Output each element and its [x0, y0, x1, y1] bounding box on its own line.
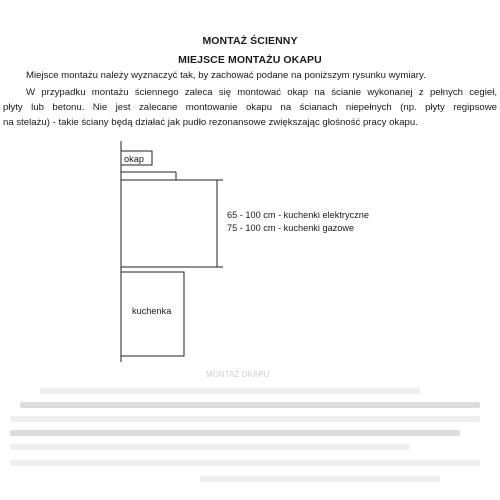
section-title: MONTAŻ ŚCIENNY [202, 35, 298, 47]
paragraph-line: W przypadku montażu ściennego zaleca się montować okap na ścianie wykonanej z pełnych cegieł, [26, 87, 497, 98]
ghost-text-line [10, 460, 480, 466]
ghost-text-line [200, 476, 440, 482]
paragraph-line: płyty lub betonu. Nie jest zalecane montowanie okapu na ścianach niepełnych (np. płyty regipsowe [3, 102, 497, 113]
ghost-heading: MONTAŻ OKAPU [206, 370, 270, 379]
electric-distance-label: 65 - 100 cm - kuchenki elektryczne [227, 210, 369, 220]
okap-label: okap [124, 154, 144, 164]
ghost-text-line [10, 430, 460, 436]
ghost-text-line [40, 388, 420, 394]
paragraph-line: na stelażu) - takie ściany będą działać jak pudło rezonansowe zwiększając głośność pracy okapu. [3, 117, 418, 128]
ghost-text-line [20, 402, 480, 408]
ghost-text-line [10, 416, 480, 422]
intro-paragraph: Miejsce montażu należy wyznaczyć tak, by zachować podane na poniższym rysunku wymiary. [26, 70, 426, 81]
gas-distance-label: 75 - 100 cm - kuchenki gazowe [227, 223, 355, 233]
section-subtitle: MIEJSCE MONTAŻU OKAPU [178, 54, 322, 66]
kuchenka-label: kuchenka [132, 306, 172, 316]
ghost-text-line [10, 444, 410, 450]
